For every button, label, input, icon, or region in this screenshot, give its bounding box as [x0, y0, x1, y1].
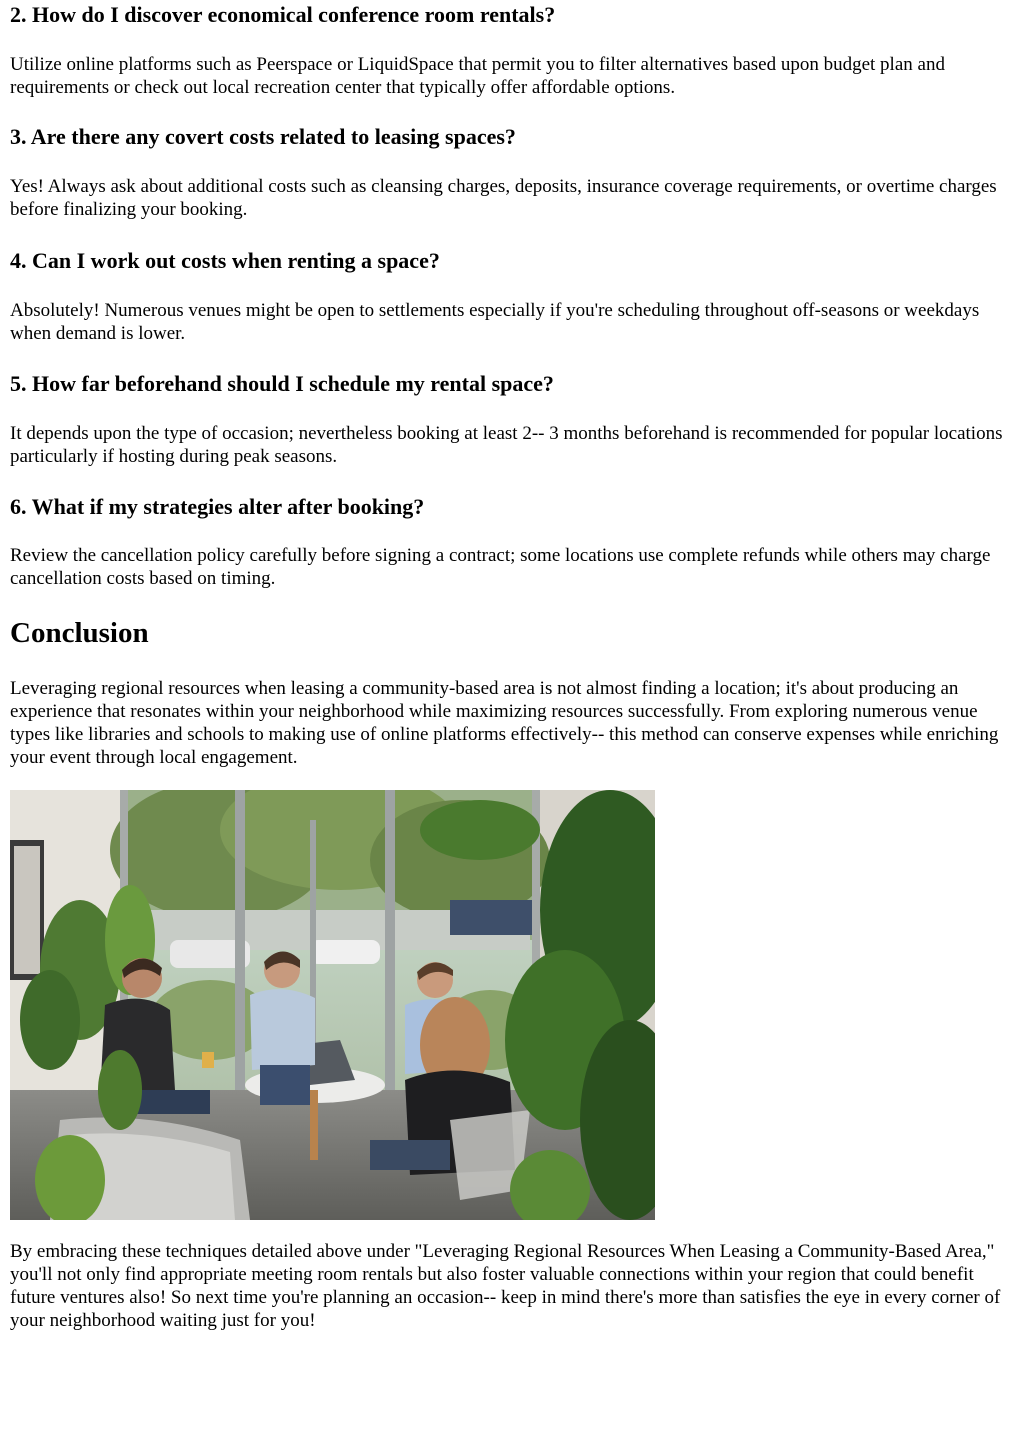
faq-answer-3: Yes! Always ask about additional costs such as cleansing charges, deposits, insurance coverage requirements, or overtime charges before finalizing your booking.	[10, 176, 997, 220]
faq-question-5: 5. How far beforehand should I schedule my rental space?	[10, 371, 554, 396]
faq-question-4: 4. Can I work out costs when renting a space?	[10, 248, 440, 273]
faq-answer-6: Review the cancellation policy carefully before signing a contract; some locations use complete refunds while others may charge cancellation costs based on timing.	[10, 545, 991, 589]
conclusion-paragraph-1: Leveraging regional resources when leasing a community-based area is not almost finding a location; it's about producing an experience that resonates within your neighborhood while maximizing resources successfully. From exploring numerous venue types like libraries and schools to making use of online platforms effectively-- this method can conserve expenses while enriching your event through local engagement.	[10, 678, 999, 768]
meeting-photo-illustration	[10, 790, 655, 1220]
faq-question-2: 2. How do I discover economical conference room rentals?	[10, 2, 556, 27]
faq-question-3: 3. Are there any covert costs related to leasing spaces?	[10, 124, 516, 149]
faq-question-6: 6. What if my strategies alter after booking?	[10, 494, 425, 519]
faq-answer-4: Absolutely! Numerous venues might be open to settlements especially if you're scheduling throughout off-seasons or weekdays when demand is lower.	[10, 300, 980, 344]
conclusion-paragraph-2: By embracing these techniques detailed above under "Leveraging Regional Resources When Leasing a Community-Based Area," you'll not only find appropriate meeting room rentals but also foster valuable connections within your region that could benefit future ventures also! So next time you're planning an occasion-- keep in mind there's more than satisfies the eye in every corner of your neighborhood waiting just for you!	[10, 1241, 1001, 1331]
conclusion-heading: Conclusion	[10, 617, 149, 649]
faq-answer-5: It depends upon the type of occasion; nevertheless booking at least 2-- 3 months beforehand is recommended for popular locations particularly if hosting during peak seasons.	[10, 423, 1003, 467]
faq-answer-2: Utilize online platforms such as Peerspace or LiquidSpace that permit you to filter alternatives based upon budget plan and requirements or check out local recreation center that typically offer affordable options.	[10, 54, 945, 98]
meeting-photo	[10, 790, 655, 1220]
